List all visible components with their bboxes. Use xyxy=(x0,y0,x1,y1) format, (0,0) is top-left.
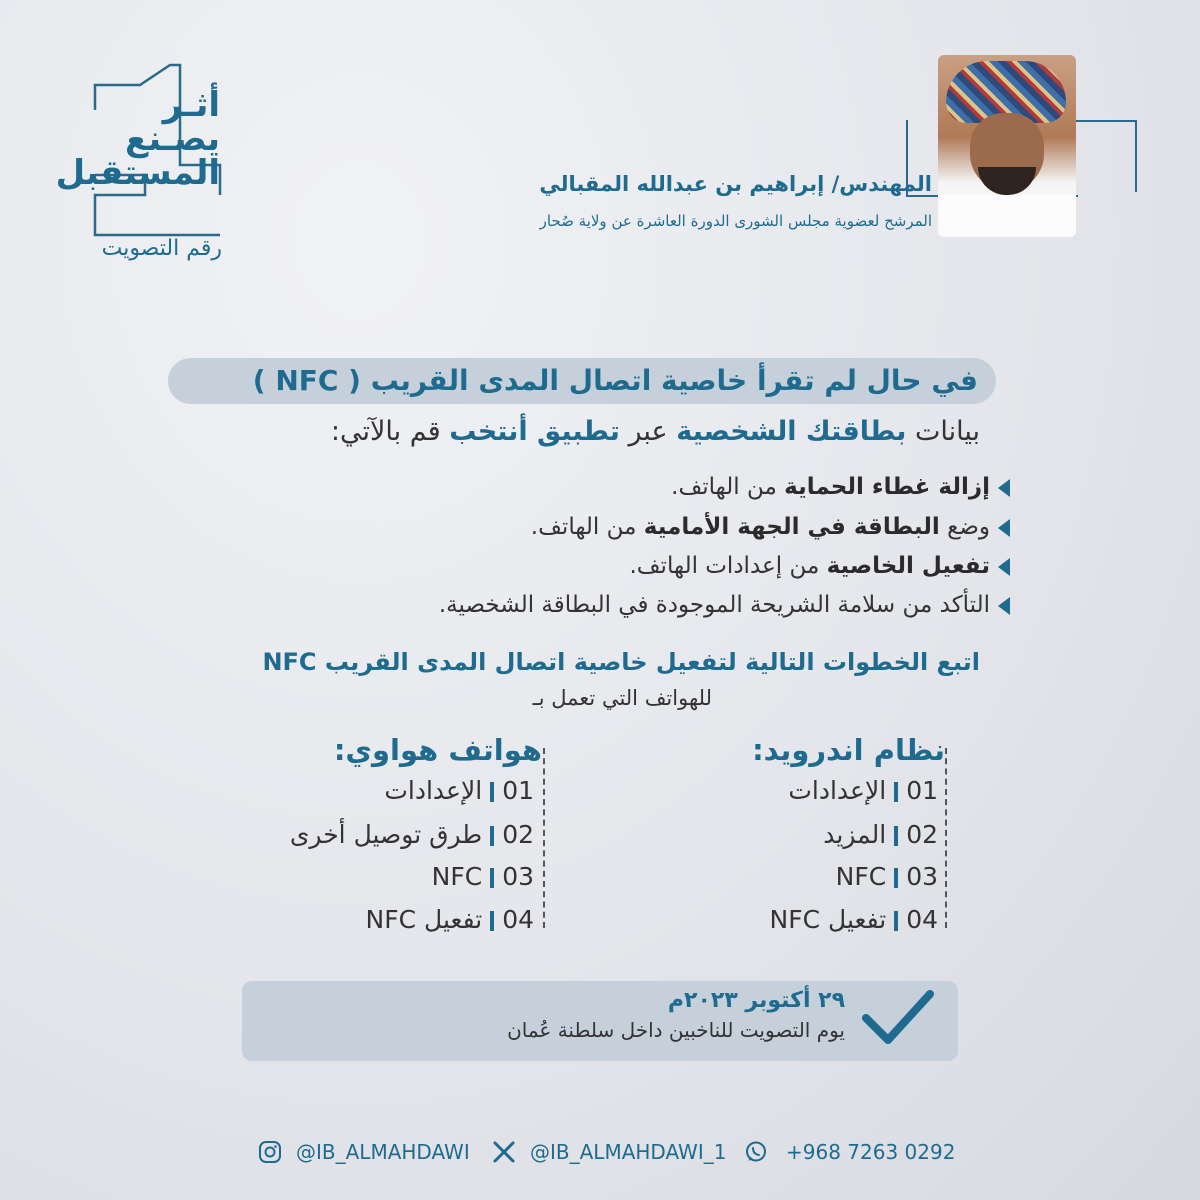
android-step xyxy=(770,905,938,934)
logo-line-1: أثـر xyxy=(162,85,220,125)
main-heading: في حال لم تقرأ خاصية اتصال المدى القريب ( NFC ) xyxy=(252,364,978,397)
step-number: 04 xyxy=(502,905,534,934)
tip-item xyxy=(110,592,1010,618)
sub-heading-part-3: قم بالآتي: xyxy=(330,416,450,447)
sub-heading xyxy=(190,416,980,447)
step-number: 02 xyxy=(502,820,534,849)
follow-steps-title: اتبع الخطوات التالية لتفعيل خاصية اتصال المدى القريب NFC xyxy=(262,648,980,676)
vote-date: ٢٩ أكتوبر ٢٠٢٣م xyxy=(667,988,845,1013)
step-label: تفعيل NFC xyxy=(769,905,887,934)
candidate-subtitle: المرشح لعضوية مجلس الشورى الدورة العاشرة عن ولاية صُحار xyxy=(539,212,932,230)
instagram-handle[interactable]: @IB_ALMAHDAWI xyxy=(296,1140,470,1164)
tip-text: من الهاتف. xyxy=(671,474,785,500)
candidate-name: المهندس/ إبراهيم بن عبدالله المقبالي xyxy=(539,172,932,196)
tip-item xyxy=(110,514,1010,540)
step-label: طرق توصيل أخرى xyxy=(289,820,483,849)
step-number: 01 xyxy=(502,776,534,805)
whatsapp-icon[interactable] xyxy=(744,1140,768,1164)
tip-text: التأكد من سلامة الشريحة الموجودة في البطاقة الشخصية. xyxy=(438,592,990,618)
tip-prefix: وضع xyxy=(939,514,990,540)
step-label: NFC xyxy=(431,862,483,891)
step-number: 02 xyxy=(906,820,938,849)
tip-bold: إزالة غطاء الحماية xyxy=(784,474,990,500)
caret-left-icon xyxy=(998,519,1010,537)
vote-number-label: رقم التصويت xyxy=(101,236,222,261)
huawei-step xyxy=(432,862,534,891)
android-step xyxy=(823,820,938,849)
candidate-photo xyxy=(938,55,1076,237)
step-number: 03 xyxy=(906,862,938,891)
logo-slogan xyxy=(55,85,220,193)
x-twitter-icon[interactable] xyxy=(492,1140,516,1164)
follow-steps-subtitle: للهواتف التي تعمل بـ xyxy=(532,686,712,710)
instagram-icon[interactable] xyxy=(258,1140,282,1164)
tip-item xyxy=(110,474,1010,500)
android-dashed-line xyxy=(945,748,947,928)
caret-left-icon xyxy=(998,597,1010,615)
step-number: 04 xyxy=(906,905,938,934)
tip-item xyxy=(110,553,1010,579)
x-handle[interactable]: @IB_ALMAHDAWI_1 xyxy=(530,1140,727,1164)
huawei-dashed-line xyxy=(543,748,545,928)
huawei-step xyxy=(290,820,534,849)
tip-text: من الهاتف. xyxy=(530,514,644,540)
android-step xyxy=(788,776,938,805)
step-label: المزيد xyxy=(823,820,887,849)
sub-heading-bold-2: تطبيق أنتخب xyxy=(449,416,620,447)
step-label: الإعدادات xyxy=(788,776,887,805)
step-label: NFC xyxy=(835,862,887,891)
sub-heading-bold-1: بطاقتك الشخصية xyxy=(676,416,907,447)
vote-date-subtitle: يوم التصويت للناخبين داخل سلطنة عُمان xyxy=(507,1018,845,1042)
caret-left-icon xyxy=(998,558,1010,576)
huawei-title: هواتف هواوي: xyxy=(333,733,542,767)
logo-line-3: المستقبل xyxy=(55,153,220,193)
sub-heading-part-1: بيانات xyxy=(906,416,980,447)
tip-bold: البطاقة في الجهة الأمامية xyxy=(643,514,940,540)
huawei-step xyxy=(366,905,534,934)
sub-heading-part-2: عبر xyxy=(619,416,677,447)
step-number: 03 xyxy=(502,862,534,891)
tip-text: من إعدادات الهاتف. xyxy=(629,553,827,579)
step-label: الإعدادات xyxy=(384,776,483,805)
step-number: 01 xyxy=(906,776,938,805)
android-title: نظام اندرويد: xyxy=(752,733,945,767)
step-label: تفعيل NFC xyxy=(365,905,483,934)
caret-left-icon xyxy=(998,479,1010,497)
whatsapp-number[interactable]: +968 7263 0292 xyxy=(786,1140,956,1164)
tip-bold: تفعيل الخاصية xyxy=(826,553,990,579)
photo-frame-line xyxy=(1075,120,1137,192)
logo-line-2: يصـنع xyxy=(125,119,220,159)
android-step xyxy=(836,862,938,891)
checkmark-icon xyxy=(860,988,935,1048)
huawei-step xyxy=(384,776,534,805)
